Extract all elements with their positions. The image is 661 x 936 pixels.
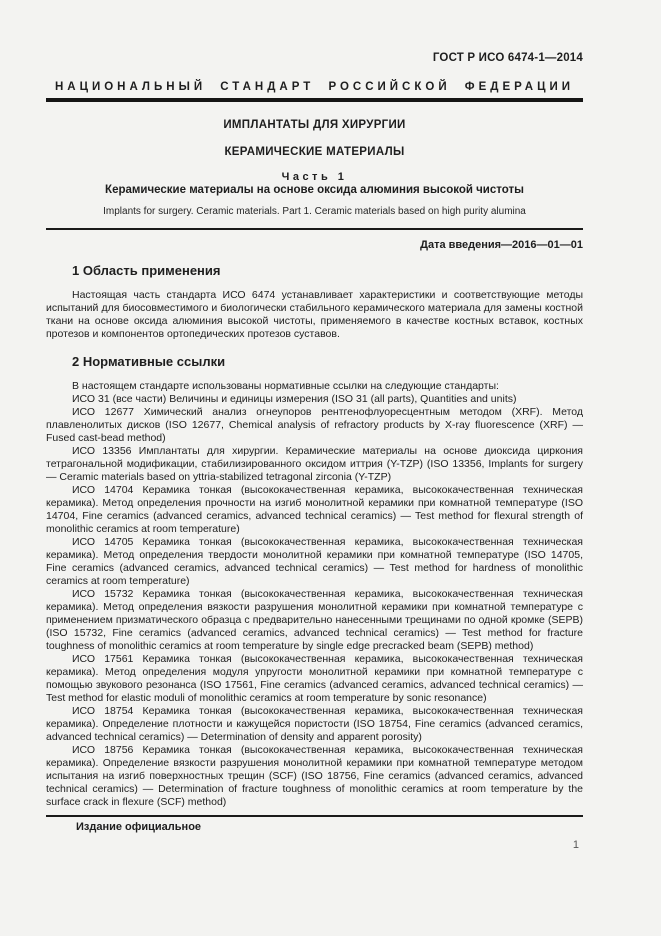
reference-paragraph: ИСО 13356 Имплантаты для хирургии. Керамические материалы на основе диоксида циркония тетрагональной модификации, стабилизированного оксидом иттрия (Y-TZP) (ISO 13356, Implants for surgery — Ceramic materials based on yttria-stabilized tetragonal zirconia (Y-TZP)	[46, 445, 583, 483]
footer-divider	[46, 815, 583, 817]
doc-code: ГОСТ Р ИСО 6474-1—2014	[432, 52, 583, 64]
section-1-paragraph: Настоящая часть стандарта ИСО 6474 устанавливает характеристики и соответствующие методы испытаний для биосовместимого и биологически стабильного керамического материала для замены костной ткани на основе оксида алюминия высокой чистоты, применяемого в качестве костных вставок, костных протезов и компонентов ортопедических протезов суставов.	[46, 289, 583, 340]
reference-paragraph: ИСО 31 (все части) Величины и единицы измерения (ISO 31 (all parts), Quantities and units)	[72, 393, 517, 405]
subtitle-ru: Керамические материалы на основе оксида алюминия высокой чистоты	[105, 184, 524, 196]
header-divider	[46, 228, 583, 230]
page-number: 1	[572, 839, 579, 851]
reference-paragraph: ИСО 12677 Химический анализ огнеупоров рентгенофлуоресцентным методом (XRF). Метод плавленолитых дисков (ISO 12677, Chemical analysis of refractory products by X-ray fluorescence (XRF) — Fused cast-bead method)	[46, 406, 583, 444]
page-content	[46, 52, 583, 851]
section-1-heading: 1 Область применения	[72, 263, 221, 278]
title-en: Implants for surgery. Ceramic materials. Part 1. Ceramic materials based on high purity alumina	[103, 206, 526, 217]
part-label: Часть 1	[281, 171, 348, 183]
reference-paragraph: В настоящем стандарте использованы нормативные ссылки на следующие стандарты:	[72, 380, 499, 392]
official-edition-note: Издание официальное	[76, 821, 202, 833]
reference-paragraph: ИСО 14704 Керамика тонкая (высококачественная керамика, высококачественная техническая керамика). Метод определения прочности на изгиб монолитной керамики при комнатной температуре (ISO 14704, Fine ceramics (advanced ceramics, advanced technical ceramics) — Test method for flexural strength of monolithic ceramics at room temperature)	[46, 484, 583, 535]
reference-paragraph: ИСО 14705 Керамика тонкая (высококачественная керамика, высококачественная техническая керамика). Метод определения твердости монолитной керамики при комнатной температуре (ISO 14705, Fine ceramics (advanced ceramics, advanced technical ceramics) — Test method for hardness of monolithic ceramics at room temperature)	[46, 536, 583, 587]
reference-paragraph: ИСО 18756 Керамика тонкая (высококачественная керамика, высококачественная техническая керамика). Определение вязкости разрушения монолитной керамики при комнатной температуре методом испытания на изгиб поверхностных трещин (SCF) (ISO 18756, Fine ceramics (advanced ceramics, advanced technical ceramics) — Determination of fracture toughness of monolithic ceramics at room temperature by the surface crack in flexure (SCF) method)	[46, 744, 583, 808]
section-2-heading: 2 Нормативные ссылки	[72, 354, 226, 369]
title-ru-line2: КЕРАМИЧЕСКИЕ МАТЕРИАЛЫ	[224, 146, 405, 158]
reference-paragraph: ИСО 17561 Керамика тонкая (высококачественная керамика, высококачественная техническая керамика). Метод определения модуля упругости монолитной керамики при комнатной температуре с помощью звукового резонанса (ISO 17561, Fine ceramics (advanced ceramics, advanced technical ceramics) — Test method for elastic moduli of monolithic ceramics at room temperature by sonic resonance)	[46, 653, 583, 704]
title-ru-line1: ИМПЛАНТАТЫ ДЛЯ ХИРУРГИИ	[223, 119, 406, 131]
effective-date: Дата введения—2016—01—01	[420, 239, 583, 251]
national-standard-banner: НАЦИОНАЛЬНЫЙ СТАНДАРТ РОССИЙСКОЙ ФЕДЕРАЦИИ	[46, 81, 583, 102]
reference-paragraph: ИСО 18754 Керамика тонкая (высококачественная керамика, высококачественная техническая керамика). Определение плотности и кажущейся пористости (ISO 18754, Fine ceramics (advanced ceramics, advanced technical ceramics) — Determination of density and apparent porosity)	[46, 705, 583, 743]
reference-paragraph: ИСО 15732 Керамика тонкая (высококачественная керамика, высококачественная техническая керамика). Метод определения вязкости разрушения монолитной керамики при комнатной температуре с применением призматического образца с предварительно нанесенными трещинами по одной кромке (SEPB) (ISO 15732, Fine ceramics (advanced ceramics, advanced technical ceramics) — Test method for fracture toughness of monolithic ceramics at room temperature by single edge precracked beam (SEPB) method)	[46, 588, 583, 652]
normative-references-list	[46, 380, 583, 809]
